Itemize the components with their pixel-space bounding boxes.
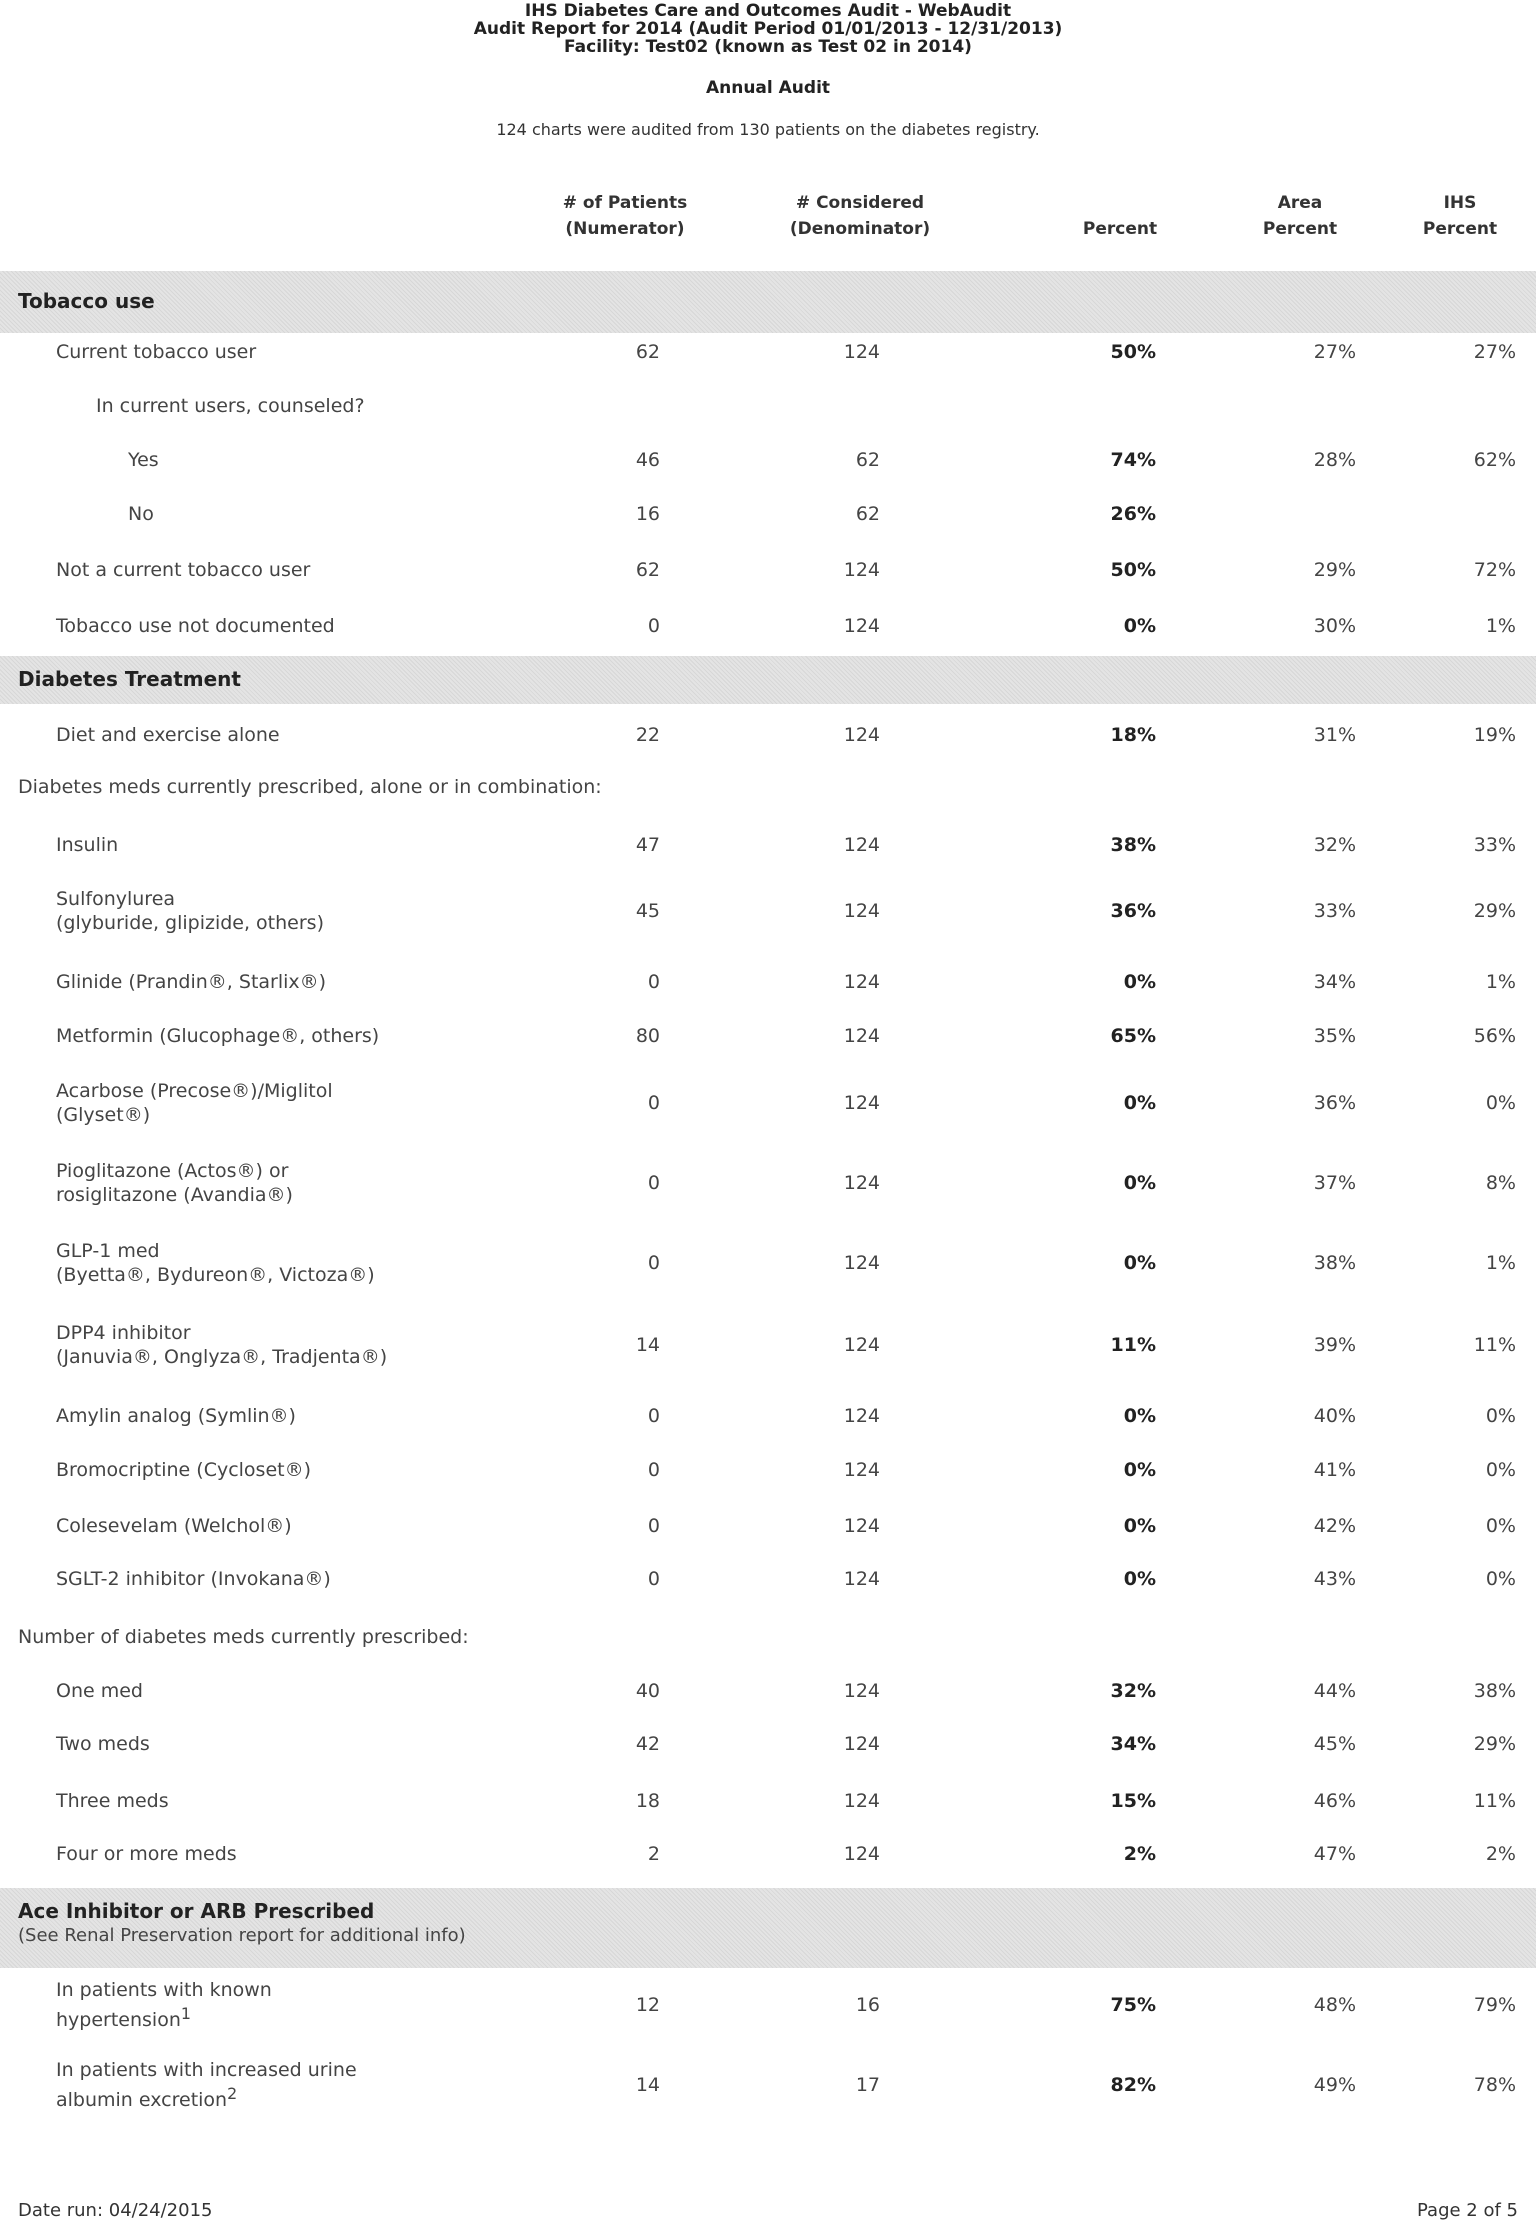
table-row: Bromocriptine (Cycloset®) 0 124 0% 41% 0% — [56, 1459, 1516, 1481]
table-row: Not a current tobacco user 62 124 50% 29% 72% — [56, 559, 1516, 581]
table-row: In patients with known hypertension$^1$ 12 16 75% 48% 79% — [56, 1978, 1516, 2032]
section-tobacco-use — [0, 271, 1536, 333]
table-row: In current users, counseled? — [96, 395, 365, 417]
facility: Facility: Test02 (known as Test 02 in 2014) — [564, 37, 972, 57]
table-row: Amylin analog (Symlin®) 0 124 0% 40% 0% — [56, 1405, 1516, 1427]
table-row: Current tobacco user 62 124 50% 27% 27% — [56, 341, 1516, 363]
table-row: Tobacco use not documented 0 124 0% 30% 1% — [56, 615, 1516, 637]
column-area-percent: Area Percent — [1262, 193, 1338, 239]
table-row: Two meds 42 124 34% 45% 29% — [56, 1733, 1516, 1755]
report-title: IHS Diabetes Care and Outcomes Audit - WebAudit — [524, 1, 1012, 21]
meds-heading: Diabetes meds currently prescribed, alone or in combination: — [18, 776, 602, 798]
column-denominator: # Considered (Denominator) — [789, 193, 931, 239]
table-row: SGLT-2 inhibitor (Invokana®) 0 124 0% 43% 0% — [56, 1568, 1516, 1590]
table-row: Colesevelam (Welchol®) 0 124 0% 42% 0% — [56, 1515, 1516, 1537]
section-title: Ace Inhibitor or ARB Prescribed — [18, 1899, 375, 1923]
table-row: Pioglitazone (Actos®) or rosiglitazone (Avandia®) 0 124 0% 37% 8% — [56, 1160, 1516, 1206]
table-row: Three meds 18 124 15% 46% 11% — [56, 1790, 1516, 1812]
column-ihs-percent: IHS Percent — [1422, 193, 1498, 239]
audit-summary: 124 charts were audited from 130 patients on the diabetes registry. — [496, 120, 1040, 139]
table-row: Acarbose (Precose®)/Miglitol (Glyset®) 0 124 0% 36% 0% — [56, 1080, 1516, 1126]
report-header — [0, 0, 1536, 139]
section-ace-inhibitor — [0, 1888, 1536, 1968]
table-row: Metformin (Glucophage®, others) 80 124 65% 35% 56% — [56, 1025, 1516, 1047]
column-numerator: # of Patients (Numerator) — [562, 193, 688, 239]
table-row: Diet and exercise alone 22 124 18% 31% 19% — [56, 724, 1516, 746]
section-diabetes-treatment — [0, 656, 1536, 704]
table-row: DPP4 inhibitor (Januvia®, Onglyza®, Tradjenta®) 14 124 11% 39% 11% — [56, 1322, 1516, 1368]
table-row: No 16 62 26% — [128, 503, 1156, 525]
table-row: Yes 46 62 74% 28% 62% — [128, 449, 1516, 471]
table-row: One med 40 124 32% 44% 38% — [56, 1680, 1516, 1702]
column-percent: Percent — [1082, 219, 1158, 239]
table-row: GLP-1 med (Byetta®, Bydureon®, Victoza®) 0 124 0% 38% 1% — [56, 1240, 1516, 1286]
med-count-heading: Number of diabetes meds currently prescribed: — [18, 1626, 469, 1648]
table-row: Four or more meds 2 124 2% 47% 2% — [56, 1843, 1516, 1865]
table-row: Glinide (Prandin®, Starlix®) 0 124 0% 34% 1% — [56, 971, 1516, 993]
table-row: Insulin 47 124 38% 32% 33% — [56, 834, 1516, 856]
section-subtitle: (See Renal Preservation report for additional info) — [18, 1925, 466, 1946]
table-row: Sulfonylurea (glyburide, glipizide, others) 45 124 36% 33% 29% — [56, 888, 1516, 934]
page-number: Page 2 of 5 — [1417, 2200, 1518, 2221]
section-title: Tobacco use — [18, 289, 155, 313]
audit-period: Audit Report for 2014 (Audit Period 01/01/2013 - 12/31/2013) — [473, 19, 1063, 39]
section-title: Diabetes Treatment — [18, 667, 241, 691]
table-row: In patients with increased urine albumin excretion$^2$ 14 17 82% 49% 78% — [56, 2058, 1516, 2112]
footnote-marker: 2 — [227, 2083, 238, 2103]
report-type: Annual Audit — [705, 78, 831, 98]
footnote-marker: 1 — [180, 2003, 191, 2023]
date-run: Date run: 04/24/2015 — [18, 2200, 213, 2221]
